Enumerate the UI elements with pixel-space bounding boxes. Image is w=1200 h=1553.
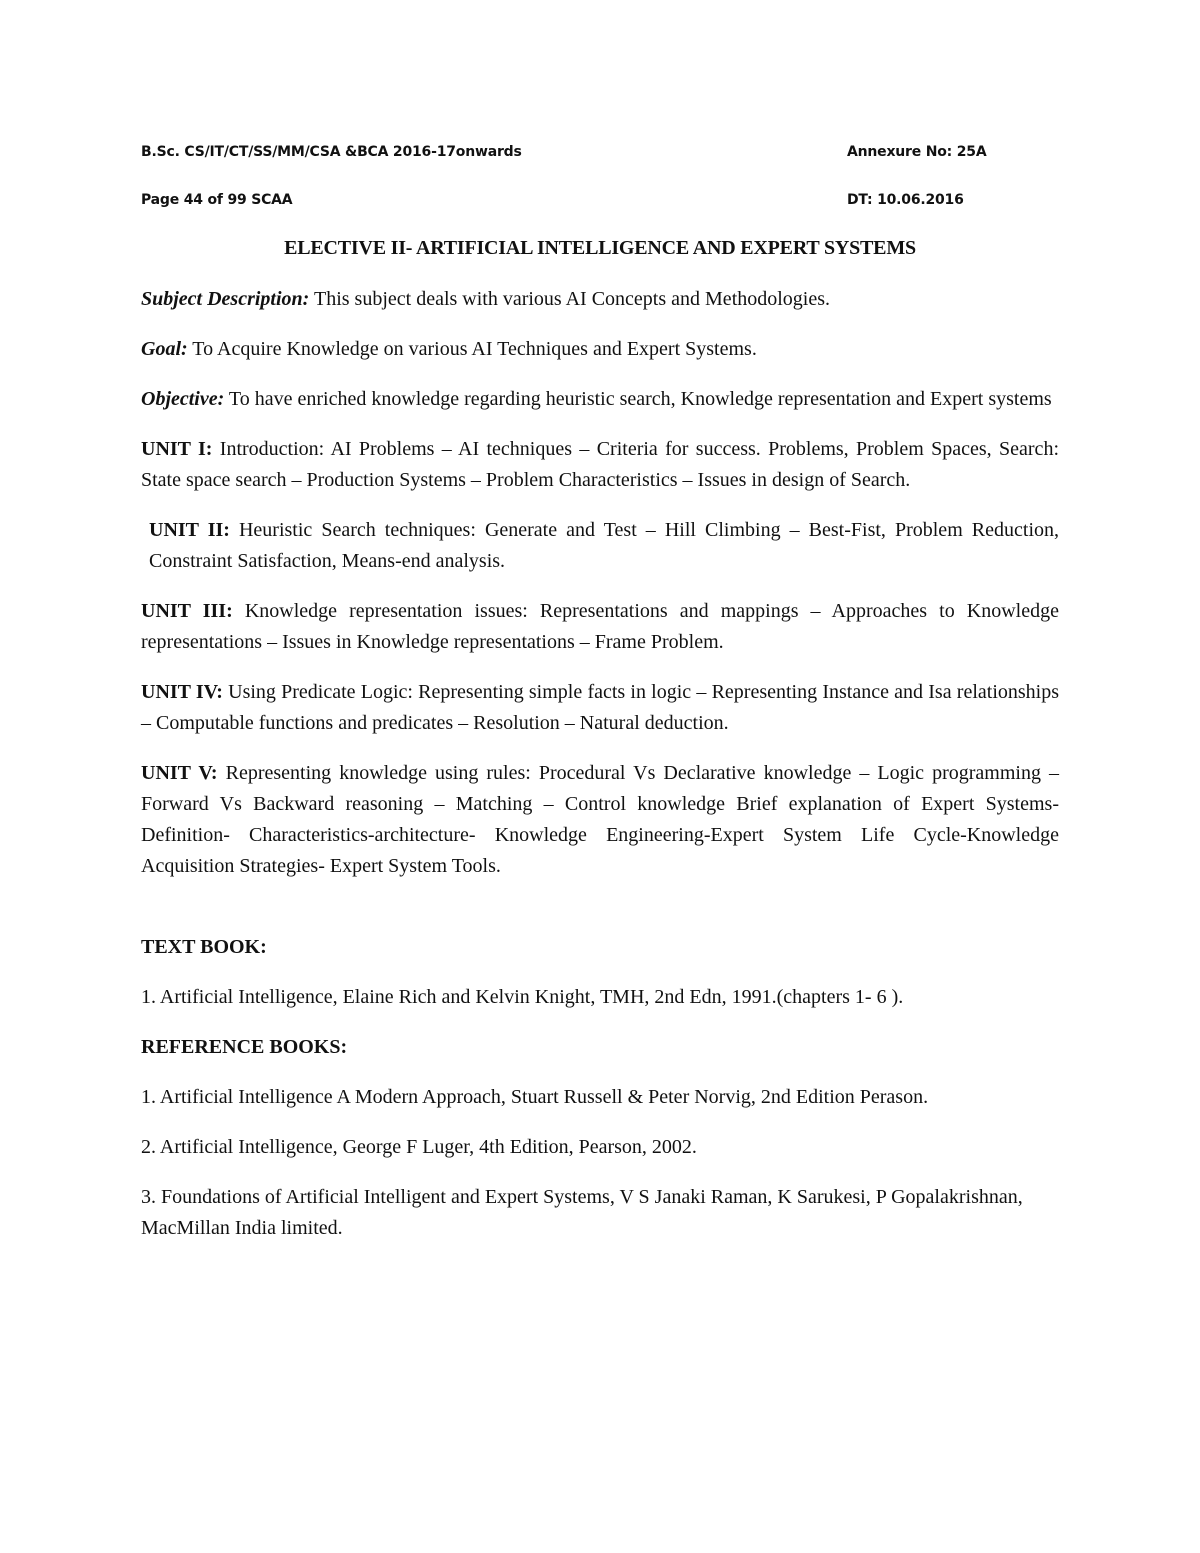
- unit-2-text: Heuristic Search techniques: Generate and Test – Hill Climbing – Best-Fist, Problem Reduction, Constraint Satisfaction, Means-end analysis.: [149, 519, 1060, 572]
- reference-books-heading: REFERENCE BOOKS:: [141, 1036, 348, 1058]
- unit-5-text: Representing knowledge using rules: Procedural Vs Declarative knowledge – Logic programming – Forward Vs Backward reasoning – Matching – Control knowledge Brief explanation of Expert Systems-Definition- Characteristics-architecture- Knowledge Engineering-Expert System Life Cycle-Knowledge Acquisition Strategies- Expert System Tools.: [141, 762, 1059, 877]
- objective-text: To have enriched knowledge regarding heuristic search, Knowledge representation and Expert systems: [224, 388, 1052, 410]
- unit-1-text: Introduction: AI Problems – AI techniques – Criteria for success. Problems, Problem Spaces, Search: State space search – Production Systems – Problem Characteristics – Issues in design of Search.: [141, 438, 1059, 491]
- syllabus-body: [141, 284, 1059, 1263]
- unit-2: [141, 515, 1059, 577]
- header-row-2: [141, 192, 1059, 208]
- course-code: B.Sc. CS/IT/CT/SS/MM/CSA &BCA 2016-17onwards: [141, 144, 522, 160]
- unit-5: [141, 758, 1059, 882]
- unit-2-label: UNIT II:: [149, 519, 230, 541]
- annexure-number: Annexure No: 25A: [847, 144, 987, 160]
- header-row-1: [141, 144, 1059, 160]
- reference-book-item-3: 3. Foundations of Artificial Intelligent and Expert Systems, V S Janaki Raman, K Sarukesi, P Gopalakrishnan, MacMillan India limited.: [141, 1186, 1023, 1239]
- page-title: ELECTIVE II- ARTIFICIAL INTELLIGENCE AND EXPERT SYSTEMS: [284, 237, 916, 259]
- unit-3-label: UNIT III:: [141, 600, 233, 622]
- subject-description-label: Subject Description:: [141, 288, 310, 310]
- reference-book-item-1: 1. Artificial Intelligence A Modern Approach, Stuart Russell & Peter Norvig, 2nd Edition Perason.: [141, 1086, 929, 1108]
- objective: [141, 384, 1059, 415]
- unit-5-label: UNIT V:: [141, 762, 218, 784]
- goal-label: Goal:: [141, 338, 188, 360]
- unit-1: [141, 434, 1059, 496]
- reference-book-item-2: 2. Artificial Intelligence, George F Luger, 4th Edition, Pearson, 2002.: [141, 1136, 697, 1158]
- text-book-heading: TEXT BOOK:: [141, 936, 267, 958]
- unit-3-text: Knowledge representation issues: Representations and mappings – Approaches to Knowledge representations – Issues in Knowledge representations – Frame Problem.: [141, 600, 1059, 653]
- objective-label: Objective:: [141, 388, 225, 410]
- subject-description-text: This subject deals with various AI Concepts and Methodologies.: [309, 288, 831, 310]
- unit-4-text: Using Predicate Logic: Representing simple facts in logic – Representing Instance and Isa relationships – Computable functions and predicates – Resolution – Natural deduction.: [141, 681, 1059, 734]
- text-book-item: 1. Artificial Intelligence, Elaine Rich and Kelvin Knight, TMH, 2nd Edn, 1991.(chapters 1- 6 ).: [141, 986, 904, 1008]
- unit-3: [141, 596, 1059, 658]
- unit-1-label: UNIT I:: [141, 438, 213, 460]
- goal-text: To Acquire Knowledge on various AI Techniques and Expert Systems.: [187, 338, 757, 360]
- goal: [141, 334, 1059, 365]
- unit-4-label: UNIT IV:: [141, 681, 223, 703]
- page-number: Page 44 of 99 SCAA: [141, 192, 293, 208]
- subject-description: [141, 284, 1059, 315]
- unit-4: [141, 677, 1059, 739]
- document-date: DT: 10.06.2016: [847, 192, 964, 208]
